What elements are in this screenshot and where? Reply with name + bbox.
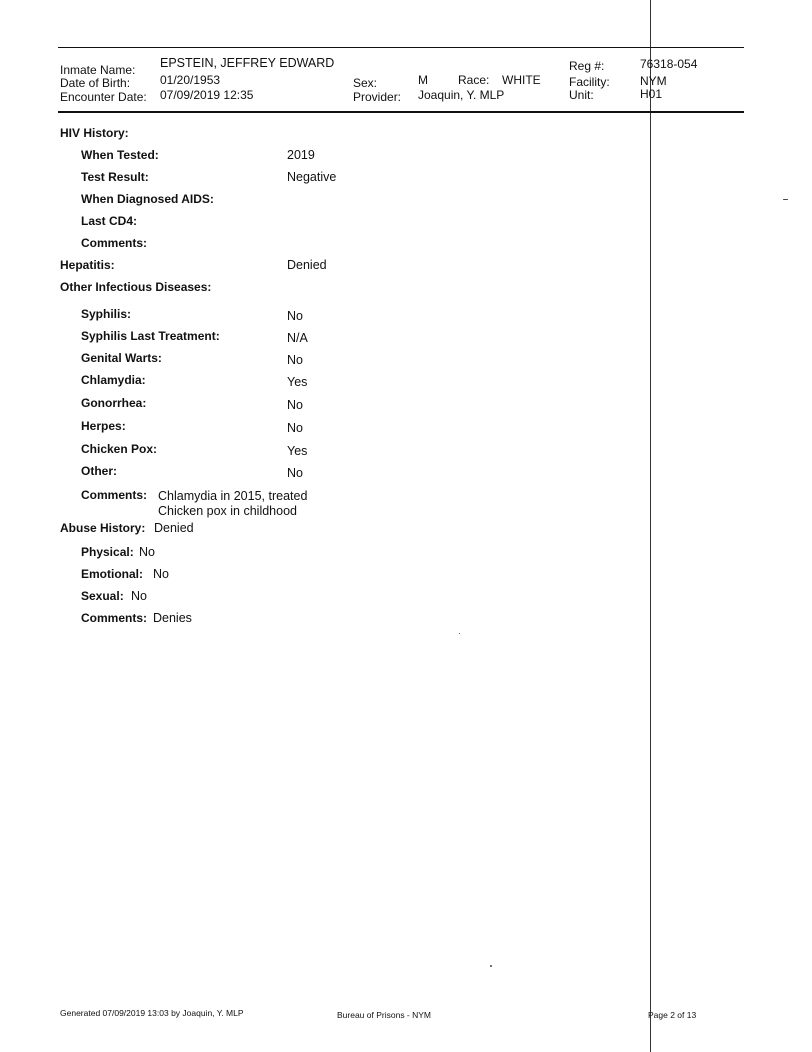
- chlamydia-value: Yes: [287, 375, 308, 389]
- abuse-history-value: Denied: [154, 521, 194, 535]
- dob-value: 01/20/1953: [160, 73, 221, 87]
- hiv-when-tested-label: When Tested:: [81, 148, 159, 162]
- hiv-history-title: HIV History:: [60, 126, 129, 140]
- unit-label: Unit:: [569, 88, 594, 102]
- syphilis-value: No: [287, 309, 303, 323]
- provider-label: Provider:: [353, 90, 402, 104]
- hepatitis-value: Denied: [287, 258, 327, 272]
- inmate-name-label: Inmate Name:: [60, 63, 136, 77]
- unit-value: H01: [640, 87, 663, 101]
- footer-bureau: Bureau of Prisons - NYM: [337, 1010, 432, 1020]
- facility-label: Facility:: [569, 75, 610, 89]
- facility-value: NYM: [640, 74, 667, 88]
- syphilis-treatment-value: N/A: [287, 331, 308, 345]
- herpes-value: No: [287, 421, 303, 435]
- inmate-name-value: EPSTEIN, JEFFREY EDWARD: [160, 56, 335, 70]
- encounter-date-value: 07/09/2019 12:35: [160, 88, 254, 102]
- syphilis-label: Syphilis:: [81, 307, 132, 321]
- chicken-pox-value: Yes: [287, 444, 308, 458]
- provider-value: Joaquin, Y. MLP: [418, 88, 505, 102]
- other-value: No: [287, 466, 303, 480]
- reg-label: Reg #:: [569, 59, 605, 73]
- gonorrhea-value: No: [287, 398, 303, 412]
- encounter-date-label: Encounter Date:: [60, 90, 147, 104]
- scan-speck: [783, 199, 788, 200]
- abuse-emotional-label: Emotional:: [81, 567, 143, 581]
- hiv-test-result-label: Test Result:: [81, 170, 149, 184]
- abuse-physical-value: No: [139, 545, 155, 559]
- hepatitis-label: Hepatitis:: [60, 258, 115, 272]
- abuse-emotional-value: No: [153, 567, 169, 581]
- header-bottom-rule: [58, 111, 744, 113]
- infectious-comments-label: Comments:: [81, 488, 148, 502]
- hiv-when-tested-value: 2019: [287, 148, 315, 162]
- abuse-comments-label: Comments:: [81, 611, 148, 625]
- chlamydia-label: Chlamydia:: [81, 373, 146, 387]
- footer-generated: Generated 07/09/2019 13:03 by Joaquin, Y. MLP: [60, 1008, 244, 1018]
- infectious-comments-line1: Chlamydia in 2015, treated: [158, 489, 308, 503]
- hiv-last-cd4-label: Last CD4:: [81, 214, 138, 228]
- abuse-comments-value: Denies: [153, 611, 192, 625]
- chicken-pox-label: Chicken Pox:: [81, 442, 158, 456]
- genital-warts-label: Genital Warts:: [81, 351, 162, 365]
- abuse-sexual-value: No: [131, 589, 147, 603]
- sex-value: M: [418, 73, 428, 87]
- header-top-rule: [58, 47, 744, 48]
- scan-speck: [459, 633, 460, 634]
- herpes-label: Herpes:: [81, 419, 126, 433]
- scan-speck: [490, 965, 492, 967]
- hiv-comments-label: Comments:: [81, 236, 148, 250]
- infectious-comments-line2: Chicken pox in childhood: [158, 504, 297, 518]
- sex-label: Sex:: [353, 76, 378, 90]
- hiv-when-diagnosed-label: When Diagnosed AIDS:: [81, 192, 214, 206]
- genital-warts-value: No: [287, 353, 303, 367]
- scan-artifact-line: [650, 0, 651, 1052]
- abuse-history-title: Abuse History:: [60, 521, 146, 535]
- dob-label: Date of Birth:: [60, 76, 131, 90]
- reg-value: 76318-054: [640, 57, 698, 71]
- other-label: Other:: [81, 464, 117, 478]
- race-value: WHITE: [502, 73, 541, 87]
- syphilis-treatment-label: Syphilis Last Treatment:: [81, 329, 220, 343]
- hiv-test-result-value: Negative: [287, 170, 337, 184]
- race-label: Race:: [458, 73, 490, 87]
- abuse-sexual-label: Sexual:: [81, 589, 124, 603]
- abuse-physical-label: Physical:: [81, 545, 134, 559]
- gonorrhea-label: Gonorrhea:: [81, 396, 147, 410]
- footer-page-number: Page 2 of 13: [648, 1010, 697, 1020]
- infectious-diseases-title: Other Infectious Diseases:: [60, 280, 212, 294]
